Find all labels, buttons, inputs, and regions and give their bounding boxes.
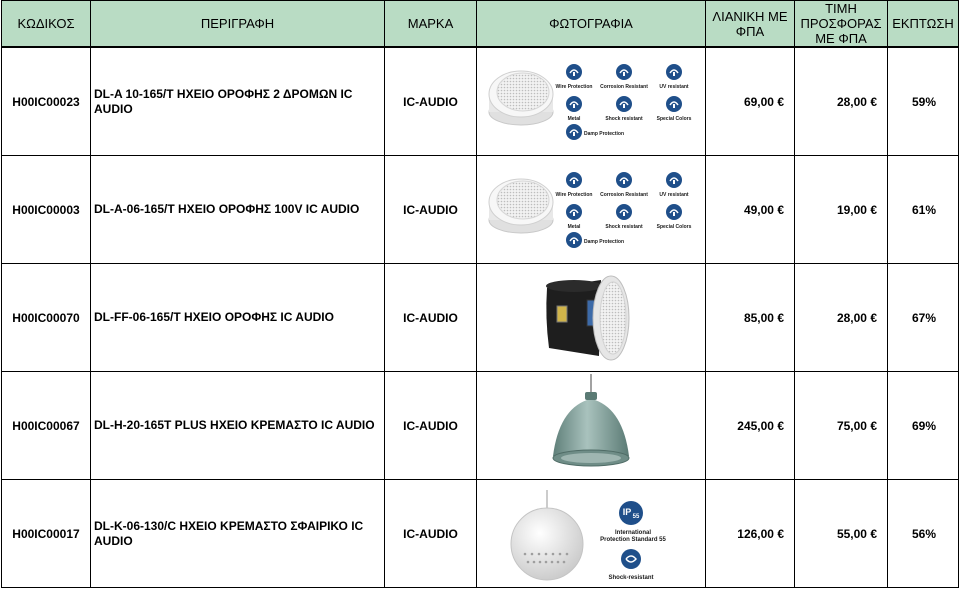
header-retail-line1: ΛΙΑΝΙΚΗ ΜΕ [712, 8, 788, 24]
header-retail-line2: ΦΠΑ [735, 23, 765, 39]
discount-percent: 69% [888, 372, 959, 480]
ip-standard-line2: Protection Standard 55 [599, 536, 666, 543]
product-code: H00IC00070 [2, 264, 91, 372]
pendant-speaker-image [553, 374, 629, 466]
feature-badge-label: UV resistant [658, 191, 689, 198]
product-description: DL-K-06-130/C ΗΧΕΙΟ ΚΡΕΜΑΣΤΟ ΣΦΑΙΡΙΚΟ IC AUDIO [91, 480, 385, 588]
header-offer [795, 1, 888, 48]
feature-badge-label: Corrosion Resistant [599, 83, 648, 90]
header-photo: ΦΩΤΟΓΡΑΦΙΑ [477, 1, 706, 48]
product-brand: IC-AUDIO [385, 372, 477, 480]
header-retail [706, 1, 795, 48]
feature-badge-label: Special Colors [656, 115, 691, 122]
header-brand: ΜΑΡΚΑ [385, 1, 477, 48]
feature-badge-label: Metal [567, 115, 580, 122]
offer-price: 55,00 € [795, 480, 888, 588]
product-description: DL-A-06-165/T ΗΧΕΙΟ ΟΡΟΦΗΣ 100V IC AUDIO [91, 156, 385, 264]
product-photo [477, 156, 706, 264]
offer-price: 75,00 € [795, 372, 888, 480]
product-description: DL-FF-06-165/T ΗΧΕΙΟ ΟΡΟΦΗΣ IC AUDIO [91, 264, 385, 372]
shock-resistant-label: Shock-resistant [607, 574, 654, 581]
discount-percent: 61% [888, 156, 959, 264]
ip-standard-line1: International [614, 529, 651, 536]
retail-price: 49,00 € [706, 156, 795, 264]
feature-badge-icon [616, 96, 632, 112]
header-code: ΚΩΔΙΚΟΣ [2, 1, 91, 48]
header-row [2, 1, 959, 48]
product-code: H00IC00017 [2, 480, 91, 588]
header-discount: ΕΚΠΤΩΣΗ [888, 1, 959, 48]
feature-badge-icon [566, 96, 582, 112]
feature-badge-label: Corrosion Resistant [599, 191, 648, 198]
product-image [479, 266, 704, 370]
product-image [479, 50, 704, 154]
price-table [1, 0, 959, 588]
feature-badge-label: Metal [567, 223, 580, 230]
feature-badge-icon [666, 172, 682, 188]
product-brand: IC-AUDIO [385, 47, 477, 156]
table-row [2, 47, 959, 156]
retail-price: 69,00 € [706, 47, 795, 156]
feature-badge-label: Shock resistant [604, 115, 643, 122]
feature-badge-icon [666, 204, 682, 220]
feature-badge-icon [616, 64, 632, 80]
ip55-badge-icon [619, 501, 643, 525]
feature-badge-icon [566, 232, 582, 248]
retail-price: 245,00 € [706, 372, 795, 480]
feature-badge-label: Damp Protection [583, 130, 624, 137]
feature-badge-label: Wire Protection [555, 191, 592, 198]
feature-badge-icon [616, 172, 632, 188]
discount-percent: 67% [888, 264, 959, 372]
feature-badge-icon [566, 172, 582, 188]
product-image [479, 374, 704, 478]
ceiling-speaker-image [489, 179, 553, 233]
ip-badge-number: 55 [632, 513, 639, 520]
table-body [2, 47, 959, 588]
product-photo [477, 480, 706, 588]
table-row [2, 372, 959, 480]
shock-resistant-icon [621, 549, 641, 569]
ip-badge-letters: IP [622, 506, 631, 517]
offer-price: 28,00 € [795, 47, 888, 156]
product-code: H00IC00067 [2, 372, 91, 480]
product-photo [477, 264, 706, 372]
table-row [2, 480, 959, 588]
feature-badge-icon [666, 64, 682, 80]
feature-badge-icon [566, 124, 582, 140]
product-description: DL-A 10-165/T ΗΧΕΙΟ ΟΡΟΦΗΣ 2 ΔΡΟΜΩΝ IC AUDIO [91, 47, 385, 156]
retail-price: 85,00 € [706, 264, 795, 372]
feature-badge-label: UV resistant [658, 83, 689, 90]
feature-badge-label: Damp Protection [583, 238, 624, 245]
product-brand: IC-AUDIO [385, 480, 477, 588]
header-offer-line2: ΠΡΟΣΦΟΡΑΣ [800, 16, 882, 31]
offer-price: 28,00 € [795, 264, 888, 372]
offer-price: 19,00 € [795, 156, 888, 264]
retail-price: 126,00 € [706, 480, 795, 588]
product-image [479, 158, 704, 262]
feature-badge-label: Wire Protection [555, 83, 592, 90]
product-code: H00IC00003 [2, 156, 91, 264]
feature-badge-icon [566, 204, 582, 220]
product-photo [477, 372, 706, 480]
feature-badge-icon [666, 96, 682, 112]
ceiling-speaker-image [489, 71, 553, 125]
feature-badge-label: Special Colors [656, 223, 691, 230]
feature-badge-icon [566, 64, 582, 80]
product-brand: IC-AUDIO [385, 156, 477, 264]
product-code: H00IC00023 [2, 47, 91, 156]
product-image [479, 482, 704, 586]
feature-badge-icon [616, 204, 632, 220]
sphere-speaker-image [511, 490, 583, 580]
product-description: DL-H-20-165T PLUS ΗΧΕΙΟ ΚΡΕΜΑΣΤΟ IC AUDIO [91, 372, 385, 480]
table-row [2, 156, 959, 264]
header-offer-line3: ΜΕ ΦΠΑ [815, 31, 867, 46]
header-description: ΠΕΡΙΓΡΑΦΗ [91, 1, 385, 48]
product-photo [477, 47, 706, 156]
discount-percent: 59% [888, 47, 959, 156]
feature-badge-label: Shock resistant [604, 223, 643, 230]
discount-percent: 56% [888, 480, 959, 588]
flush-speaker-image [546, 276, 629, 360]
product-brand: IC-AUDIO [385, 264, 477, 372]
header-offer-line1: ΤΙΜΗ [825, 1, 857, 16]
table-row [2, 264, 959, 372]
